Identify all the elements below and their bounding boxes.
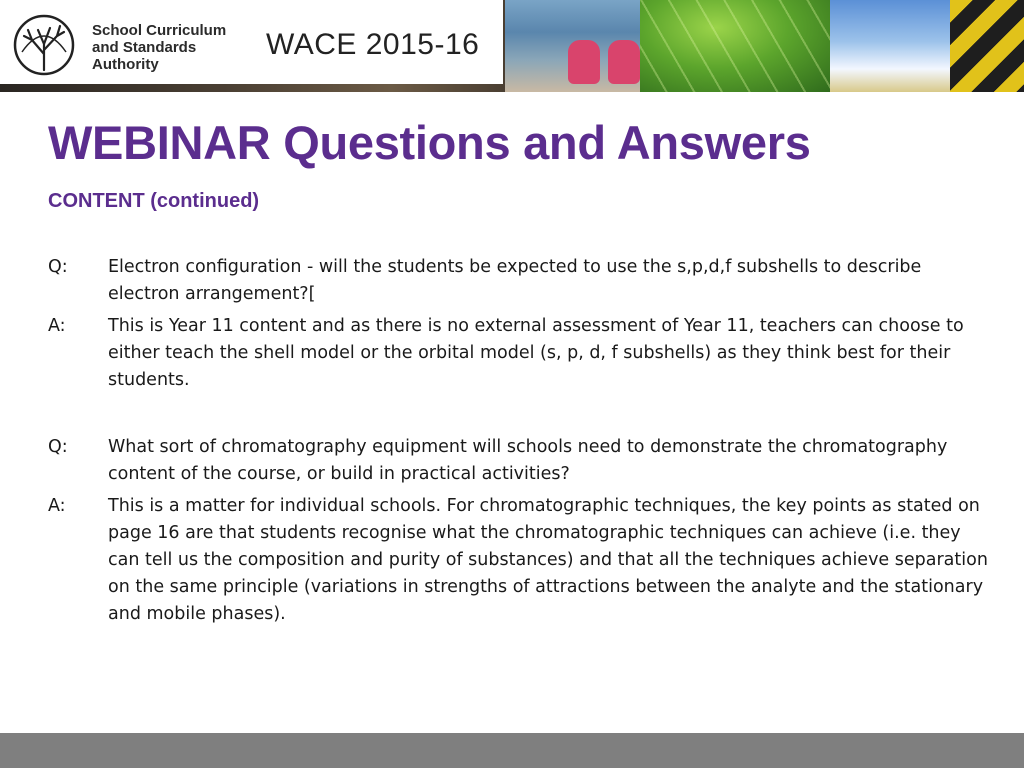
question-row (48, 434, 988, 488)
tree-logo-icon (12, 14, 76, 76)
org-name-line-2: and Standards (92, 39, 197, 56)
answer-label: A: (48, 316, 66, 336)
answer-row (48, 493, 988, 628)
org-name-line-3: Authority (92, 56, 159, 73)
page-title: WEBINAR Questions and Answers (48, 116, 811, 169)
question-text: Electron configuration - will the students be expected to use the s,p,d,f subshells to describe electron arrangement?[ (108, 257, 922, 304)
qa-block-1 (48, 254, 988, 394)
header-banner (0, 0, 1024, 92)
logo-panel (0, 0, 503, 84)
answer-text: This is Year 11 content and as there is no external assessment of Year 11, teachers can choose to either teach the shell model or the orbital model (s, p, d, f subshells) as they think best for their students. (108, 316, 964, 390)
question-label: Q: (48, 437, 68, 457)
shoe-right-icon (608, 40, 640, 84)
question-row (48, 254, 988, 308)
banner-photo-sky (830, 0, 950, 92)
banner-photo-road-stripe (950, 0, 1024, 92)
qa-block-2 (48, 434, 988, 628)
leaf-vein-overlay (640, 0, 830, 92)
shoe-left-icon (568, 40, 600, 84)
footer-bar (0, 733, 1024, 768)
answer-label: A: (48, 496, 66, 516)
question-label: Q: (48, 257, 68, 277)
question-text: What sort of chromatography equipment will schools need to demonstrate the chromatography content of the course, or build in practical activities? (108, 437, 948, 484)
answer-row (48, 313, 988, 394)
org-name-line-1: School Curriculum (92, 22, 227, 39)
answer-text: This is a matter for individual schools. For chromatographic techniques, the key points as stated on page 16 are that students recognise what the chromatographic techniques can achieve (i.e. they can tell us the composition and purity of substances) and that all the techniques achieve separation on the same principle (variations in strengths of attractions between the analyte and the stationary and mobile phases). (108, 496, 988, 624)
wace-label: WACE 2015-16 (266, 28, 480, 61)
section-subtitle: CONTENT (continued) (48, 190, 260, 212)
org-name (92, 22, 262, 73)
